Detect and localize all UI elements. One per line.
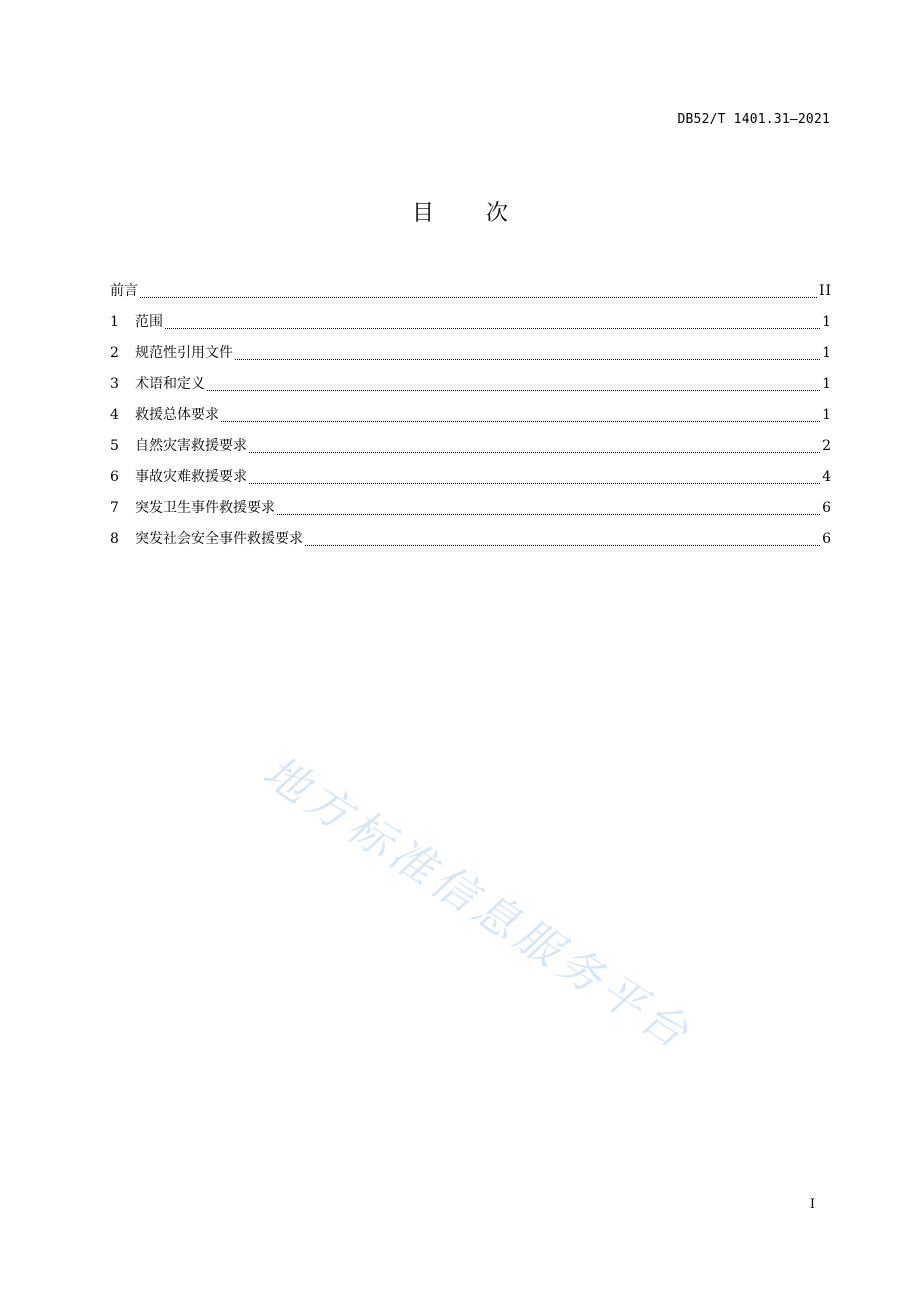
toc-entry-page: 6 — [822, 500, 832, 516]
toc-entry-7[interactable] — [110, 497, 832, 528]
toc-entry-number: 6 — [110, 469, 119, 485]
toc-entry-page: II — [818, 283, 832, 299]
table-of-contents — [110, 280, 832, 559]
document-code: DB52/T 1401.31—2021 — [677, 112, 830, 127]
toc-entry-1[interactable] — [110, 311, 832, 342]
toc-dot-leader — [305, 545, 820, 546]
toc-entry-label: 突发卫生事件救援要求 — [135, 500, 275, 516]
toc-entry-page: 4 — [822, 469, 832, 485]
toc-entry-page: 1 — [822, 314, 832, 330]
toc-entry-label: 自然灾害救援要求 — [135, 438, 247, 454]
toc-entry-number: 5 — [110, 438, 119, 454]
toc-dot-leader — [140, 297, 817, 298]
toc-entry-label: 救援总体要求 — [135, 407, 219, 423]
toc-entry-number: 3 — [110, 376, 119, 392]
toc-entry-4[interactable] — [110, 404, 832, 435]
title-char-1: 目 — [411, 201, 434, 226]
toc-entry-page: 6 — [822, 531, 832, 547]
toc-entry-foreword[interactable] — [110, 280, 832, 311]
toc-entry-number: 4 — [110, 407, 119, 423]
toc-entry-label: 术语和定义 — [135, 376, 205, 392]
page-title — [0, 196, 920, 227]
toc-dot-leader — [249, 483, 820, 484]
toc-entry-6[interactable] — [110, 466, 832, 497]
toc-entry-number: 1 — [110, 314, 119, 330]
toc-dot-leader — [207, 390, 820, 391]
toc-entry-label: 规范性引用文件 — [135, 345, 233, 361]
toc-entry-5[interactable] — [110, 435, 832, 466]
toc-entry-number: 8 — [110, 531, 119, 547]
toc-dot-leader — [277, 514, 820, 515]
toc-entry-page: 2 — [822, 438, 832, 454]
toc-dot-leader — [235, 359, 820, 360]
watermark: 地方标准信息服务平台 — [253, 746, 702, 1062]
toc-entry-page: 1 — [822, 345, 832, 361]
toc-entry-number: 7 — [110, 500, 119, 516]
toc-entry-3[interactable] — [110, 373, 832, 404]
toc-dot-leader — [221, 421, 820, 422]
title-char-2: 次 — [486, 201, 509, 226]
toc-entry-label: 前言 — [110, 283, 138, 299]
toc-dot-leader — [249, 452, 820, 453]
toc-entry-label: 事故灾难救援要求 — [135, 469, 247, 485]
toc-entry-8[interactable] — [110, 528, 832, 559]
toc-entry-page: 1 — [822, 376, 832, 392]
toc-dot-leader — [165, 328, 820, 329]
toc-entry-page: 1 — [822, 407, 832, 423]
page-number: I — [809, 1197, 815, 1212]
toc-entry-number: 2 — [110, 345, 119, 361]
toc-entry-label: 范围 — [135, 314, 163, 330]
toc-entry-2[interactable] — [110, 342, 832, 373]
toc-entry-label: 突发社会安全事件救援要求 — [135, 531, 303, 547]
